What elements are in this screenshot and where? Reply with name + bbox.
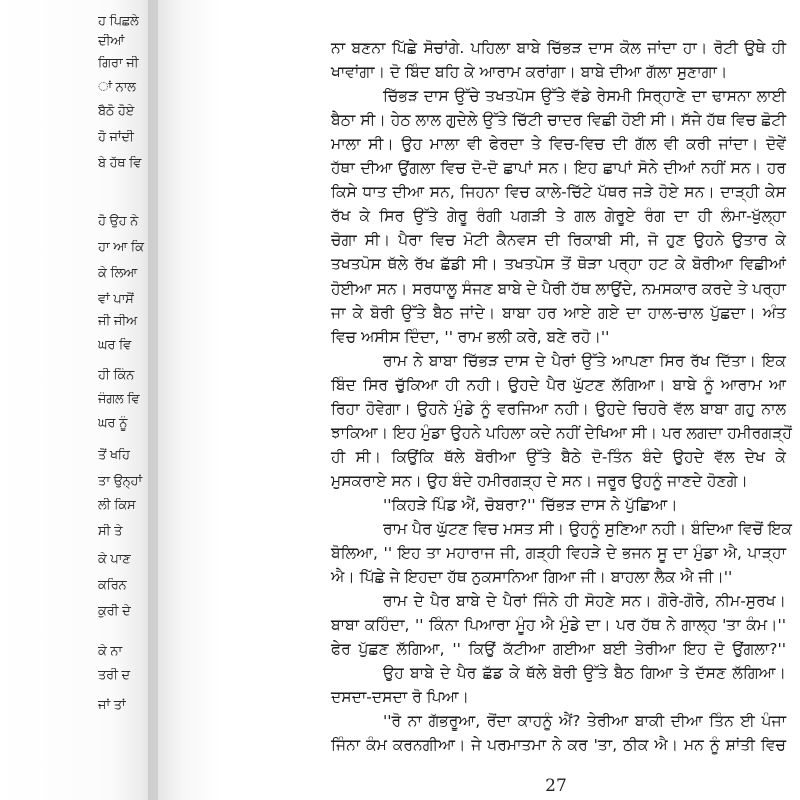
text-line: ਬੈਠਾ ਸੀ। ਹੇਠ ਲਾਲ ਗੁਦੇਲੇ ਉੱਤੇ ਚਿੱਟੀ ਚਾਦਰ ਵਿਛੀ ਹੋਈ ਸੀ। ਸੱਜੇ ਹੱਥ ਵਿਚ ਛੋਟੀ [331,111,786,130]
left-page-line: ਘਰ ਵਿ [98,338,131,353]
left-page-line: ਜਾਂ ਤਾਂ [98,698,126,713]
left-page-line: ਦੀਆਂ [98,34,125,49]
text-line: ਰਾਮ ਦੇ ਪੈਰ ਬਾਬੇ ਦੇ ਪੈਰਾਂ ਜਿੰਨੇ ਹੀ ਸੋਹਣੇ ਸਨ। ਗੋਰੇ-ਗੋਰੇ, ਨੀਮ-ਸੁਰਖ। [383,592,786,611]
left-page-line: ਸੀ ਤੇ [98,524,123,539]
text-line: ਦਸਦਾ-ਦਸਦਾ ਰੋ ਪਿਆ। [331,688,469,707]
left-page-line: ਜੀ ਜੀਅ [98,314,137,329]
text-line: ਹੱਥਾ ਦੀਆ ਉਂਗਲਾ ਵਿਚ ਦੋ-ਦੋ ਛਾਪਾਂ ਸਨ। ਇਹ ਛਾਪਾਂ ਸੋਨੇ ਦੀਆਂ ਨਹੀਂ ਸਨ। ਹਰ [331,159,786,178]
text-line: ਮਾਲਾ ਸੀ। ਉਹ ਮਾਲਾ ਵੀ ਫੇਰਦਾ ਤੇ ਵਿਚ-ਵਿਚ ਦੀ ਗੱਲ ਵੀ ਕਰੀ ਜਾਂਦਾ। ਦੋਵੇਂ [331,135,786,154]
left-page-line: ਗਿਰਾ ਜੀ [98,56,139,71]
left-page-line: ਕੇ ਲਿਆ [98,266,137,281]
right-page [158,0,800,800]
text-line: ਹੀ ਸੀ। ਕਿਉਂਕਿ ਥੱਲੇ ਬੋਰੀਆ ਉੱਤੇ ਬੈਠੇ ਦੋ-ਤਿੰਨ ਬੰਦੇ ਉਹਦੇ ਵੱਲ ਦੇਖ ਕੇ [331,447,786,466]
text-line: ਬਿੰਦ ਸਿਰ ਚੁੱਕਿਆ ਹੀ ਨਹੀ। ਉਹਦੇ ਪੈਰ ਘੁੱਟਣ ਲੱਗਿਆ। ਬਾਬੇ ਨੂੰ ਆਰਾਮ ਆ [331,375,786,394]
text-line: ਰਿਹਾ ਹੋਵੇਗਾ। ਉਹਨੇ ਮੁੰਡੇ ਨੂੰ ਵਰਜਿਆ ਨਹੀ। ਉਹਦੇ ਚਿਹਰੇ ਵੱਲ ਬਾਬਾ ਗਹੁ ਨਾਲ [331,399,786,418]
left-page-line: ਵਾਂ ਪਾਸੋਂ [98,292,134,307]
left-page-line: ਲੀ ਕਿਸ [98,498,136,513]
left-page-line: ਾਂ ਨਾਲ [98,80,136,95]
left-page-line: ਘਰ ਨੂੰ [98,416,128,431]
text-line: ਚੋਗਾ ਸੀ। ਪੈਰਾ ਵਿਚ ਮੋਟੀ ਕੈਨਵਸ ਦੀ ਰਿਕਾਬੀ ਸੀ, ਜੋ ਹੁਣ ਉਹਨੇ ਉਤਾਰ ਕੇ [331,231,786,250]
left-page [0,0,158,800]
text-line: ਰੱਖ ਕੇ ਸਿਰ ਉੱਤੇ ਗੇਰੂ ਰੰਗੀ ਪਗੜੀ ਤੇ ਗਲ ਗੇਰੂਏ ਰੰਗ ਦਾ ਹੀ ਲੰਮਾ-ਖੁੱਲ੍ਹਾ [331,207,786,226]
text-line: ਨਾ ਬਣਨਾ ਪਿੱਛੇ ਸੋਚਾਂਗੇ. ਪਹਿਲਾ ਬਾਬੇ ਚਿੱਭੜ ਦਾਸ ਕੋਲ ਜਾਂਦਾ ਹਾ। ਰੋਟੀ ਉਥੇ ਹੀ [331,39,786,57]
left-page-line: ਹੀ ਕਿੰਨ [98,368,135,383]
left-page-line: ਕਰਿਨ [98,578,127,593]
left-page-line: ਤਾ ਉਨ੍ਹਾਂ [98,474,142,489]
text-line: ਫੇਰ ਪੁੱਛਣ ਲੱਗਿਆ, '' ਕਿਉਂ ਕੱਟੀਆ ਗਈਆ ਬਈ ਤੇਰੀਆ ਇਹ ਦੋ ਉਂਗਲਾ?'' [331,640,786,659]
left-page-line: ਤਰੀ ਦ [98,668,130,683]
text-line: ਐ। ਪਿੱਛੇ ਜੇ ਇਹਦਾ ਹੱਥ ਨੁਕਸਾਨਿਆ ਗਿਆ ਜੀ। ਬਾਹਲਾ ਲੈਕ ਐ ਜੀ।'' [331,568,733,587]
text-line: ਉਹ ਬਾਬੇ ਦੇ ਪੈਰ ਛੱਡ ਕੇ ਥੱਲੇ ਬੋਰੀ ਉੱਤੇ ਬੈਠ ਗਿਆ ਤੇ ਦੱਸਣ ਲੱਗਿਆ। [383,664,786,683]
text-line: ਵਿਚ ਅਸੀਸ ਦਿੰਦਾ, '' ਰਾਮ ਭਲੀ ਕਰੇ, ਬਣੇ ਰਹੋ।'' [331,327,610,346]
text-line: ਚਿੱਭੜ ਦਾਸ ਉੱਚੇ ਤਖਤਪੋਸ ਉੱਤੇ ਵੱਡੇ ਰੇਸਮੀ ਸਿਰ੍ਹਾਣੇ ਦਾ ਢਾਸਨਾ ਲਾਈ [383,87,786,106]
left-page-line: ਹਾ ਆ ਕਿ [98,240,144,255]
text-line: ਖਾਵਾਂਗਾ। ਦੋ ਬਿੰਦ ਬਹਿ ਕੇ ਆਰਾਮ ਕਰਾਂਗਾ। ਬਾਬੇ ਦੀਆ ਗੱਲਾ ਸੁਣਾਗਾ। [331,63,728,82]
left-page-line: ਕੇ ਪਾਣ [98,552,131,567]
left-page-line: ਬੇ ਹੱਥ ਵਿ [98,156,142,171]
text-line: ਮੁਸਕਰਾਏ ਸਨ। ਉਹ ਬੰਦੇ ਹਮੀਰਗੜ੍ਹ ਦੇ ਸਨ। ਜਰੂਰ ਉਹਨੂੰ ਜਾਣਦੇ ਹੋਣਗੇ। [331,471,748,490]
text-line: ਬਾਬਾ ਕਹਿੰਦਾ, '' ਕਿੰਨਾ ਪਿਆਰਾ ਮੂੰਹ ਐ ਮੁੰਡੇ ਦਾ। ਪਰ ਹੱਥ ਨੇ ਗਾਲ੍ਹ 'ਤਾ ਕੰਮ।'' [331,616,786,635]
text-line: ''ਕਿਹੜੇ ਪਿੰਡ ਐਂ, ਚੋਬਰਾ?'' ਚਿੱਭੜ ਦਾਸ ਨੇ ਪੁੱਛਿਆ। [383,495,678,514]
left-page-line: ਹੋ ਜਾਂਦੀ [98,130,134,145]
page-number: 27 [545,776,567,796]
left-page-line: ਹ ਪਿਛਲੇ [98,14,139,29]
text-line: ਹੋਈਆ ਸਨ। ਸਰਧਾਲੂ ਸੰਜਣ ਬਾਬੇ ਦੇ ਪੈਰੀ ਹੱਥ ਲਾਉਂਦੇ, ਨਮਸਕਾਰ ਕਰਦੇ ਤੇ ਪਰ੍ਹਾ [331,279,786,298]
left-page-line: ਤੋਂ ਖਹਿ [98,448,130,463]
text-line: ਰਾਮ ਪੈਰ ਘੁੱਟਣ ਵਿਚ ਮਸਤ ਸੀ। ਉਹਨੂੰ ਸੁਣਿਆ ਨਹੀ। ਬੰਦਿਆ ਵਿਚੋਂ ਇਕ [383,520,792,538]
text-line: ਕਿਸੇ ਧਾਤ ਦੀਆ ਸਨ, ਜਿਹਨਾ ਵਿਚ ਕਾਲੇ-ਚਿੱਟੇ ਪੱਥਰ ਜੜੇ ਹੋਏ ਸਨ। ਦਾੜ੍ਹੀ ਕੇਸ [331,183,786,202]
left-page-line: ਬੈਠੋ ਹੋਏ [98,104,134,119]
text-line: ਤਖਤਪੋਸ ਥੱਲੇ ਰੱਖ ਛੱਡੀ ਸੀ। ਤਖਤਪੋਸ ਤੋਂ ਥੋੜਾ ਪਰ੍ਹਾ ਹਟ ਕੇ ਬੋਰੀਆ ਵਿਛੀਆਂ [331,255,786,274]
text-line: ਰਾਮ ਨੇ ਬਾਬਾ ਚਿੱਭੜ ਦਾਸ ਦੇ ਪੈਰਾਂ ਉੱਤੇ ਆਪਣਾ ਸਿਰ ਰੱਖ ਦਿੱਤਾ। ਇਕ [383,351,786,370]
text-line: ਜਿੰਨਾ ਕੰਮ ਕਰਨਗੀਆ। ਜੇ ਪਰਮਾਤਮਾ ਨੇ ਕਰ 'ਤਾ, ਠੀਕ ਐ। ਮਨ ਨੂੰ ਸ਼ਾਂਤੀ ਵਿਚ [331,736,786,755]
left-page-line: ਕੁਰੀ ਦੇ [98,604,131,619]
left-page-line: ਕੇ ਨਾ [98,644,122,659]
text-line: ''ਰੋ ਨਾ ਗੱਭਰੂਆ, ਰੋਂਦਾ ਕਾਹਨੂੰ ਐਂ? ਤੇਰੀਆ ਬਾਕੀ ਦੀਆ ਤਿੰਨ ਈ ਪੰਜਾ [383,712,786,731]
text-line: ਝਾਕਿਆ। ਇਹ ਮੁੰਡਾ ਉਹਨੇ ਪਹਿਲਾ ਕਦੇ ਨਹੀਂ ਦੇਖਿਆ ਸੀ। ਪਰ ਲਗਦਾ ਹਮੀਰਗੜ੍ਹੋਂ [331,423,792,442]
left-page-line: ਹੋ ਉਹ ਨੇ [98,214,138,229]
text-line: ਬੋਲਿਆ, '' ਇਹ ਤਾ ਮਹਾਰਾਜ ਜੀ, ਗੜ੍ਹੀ ਵਿਹੜੇ ਦੇ ਭਜਨ ਸੂ ਦਾ ਮੁੰਡਾ ਐ, ਪਾੜ੍ਹਾ [331,544,786,563]
left-page-line: ਜੰਗਲ ਵਿ [98,392,140,407]
text-line: ਜਾ ਕੇ ਬੋਰੀ ਉੱਤੇ ਬੈਠ ਜਾਂਦੇ। ਬਾਬਾ ਹਰ ਆਏ ਗਏ ਦਾ ਹਾਲ-ਚਾਲ ਪੁੱਛਦਾ। ਅੰਤ [331,303,786,322]
